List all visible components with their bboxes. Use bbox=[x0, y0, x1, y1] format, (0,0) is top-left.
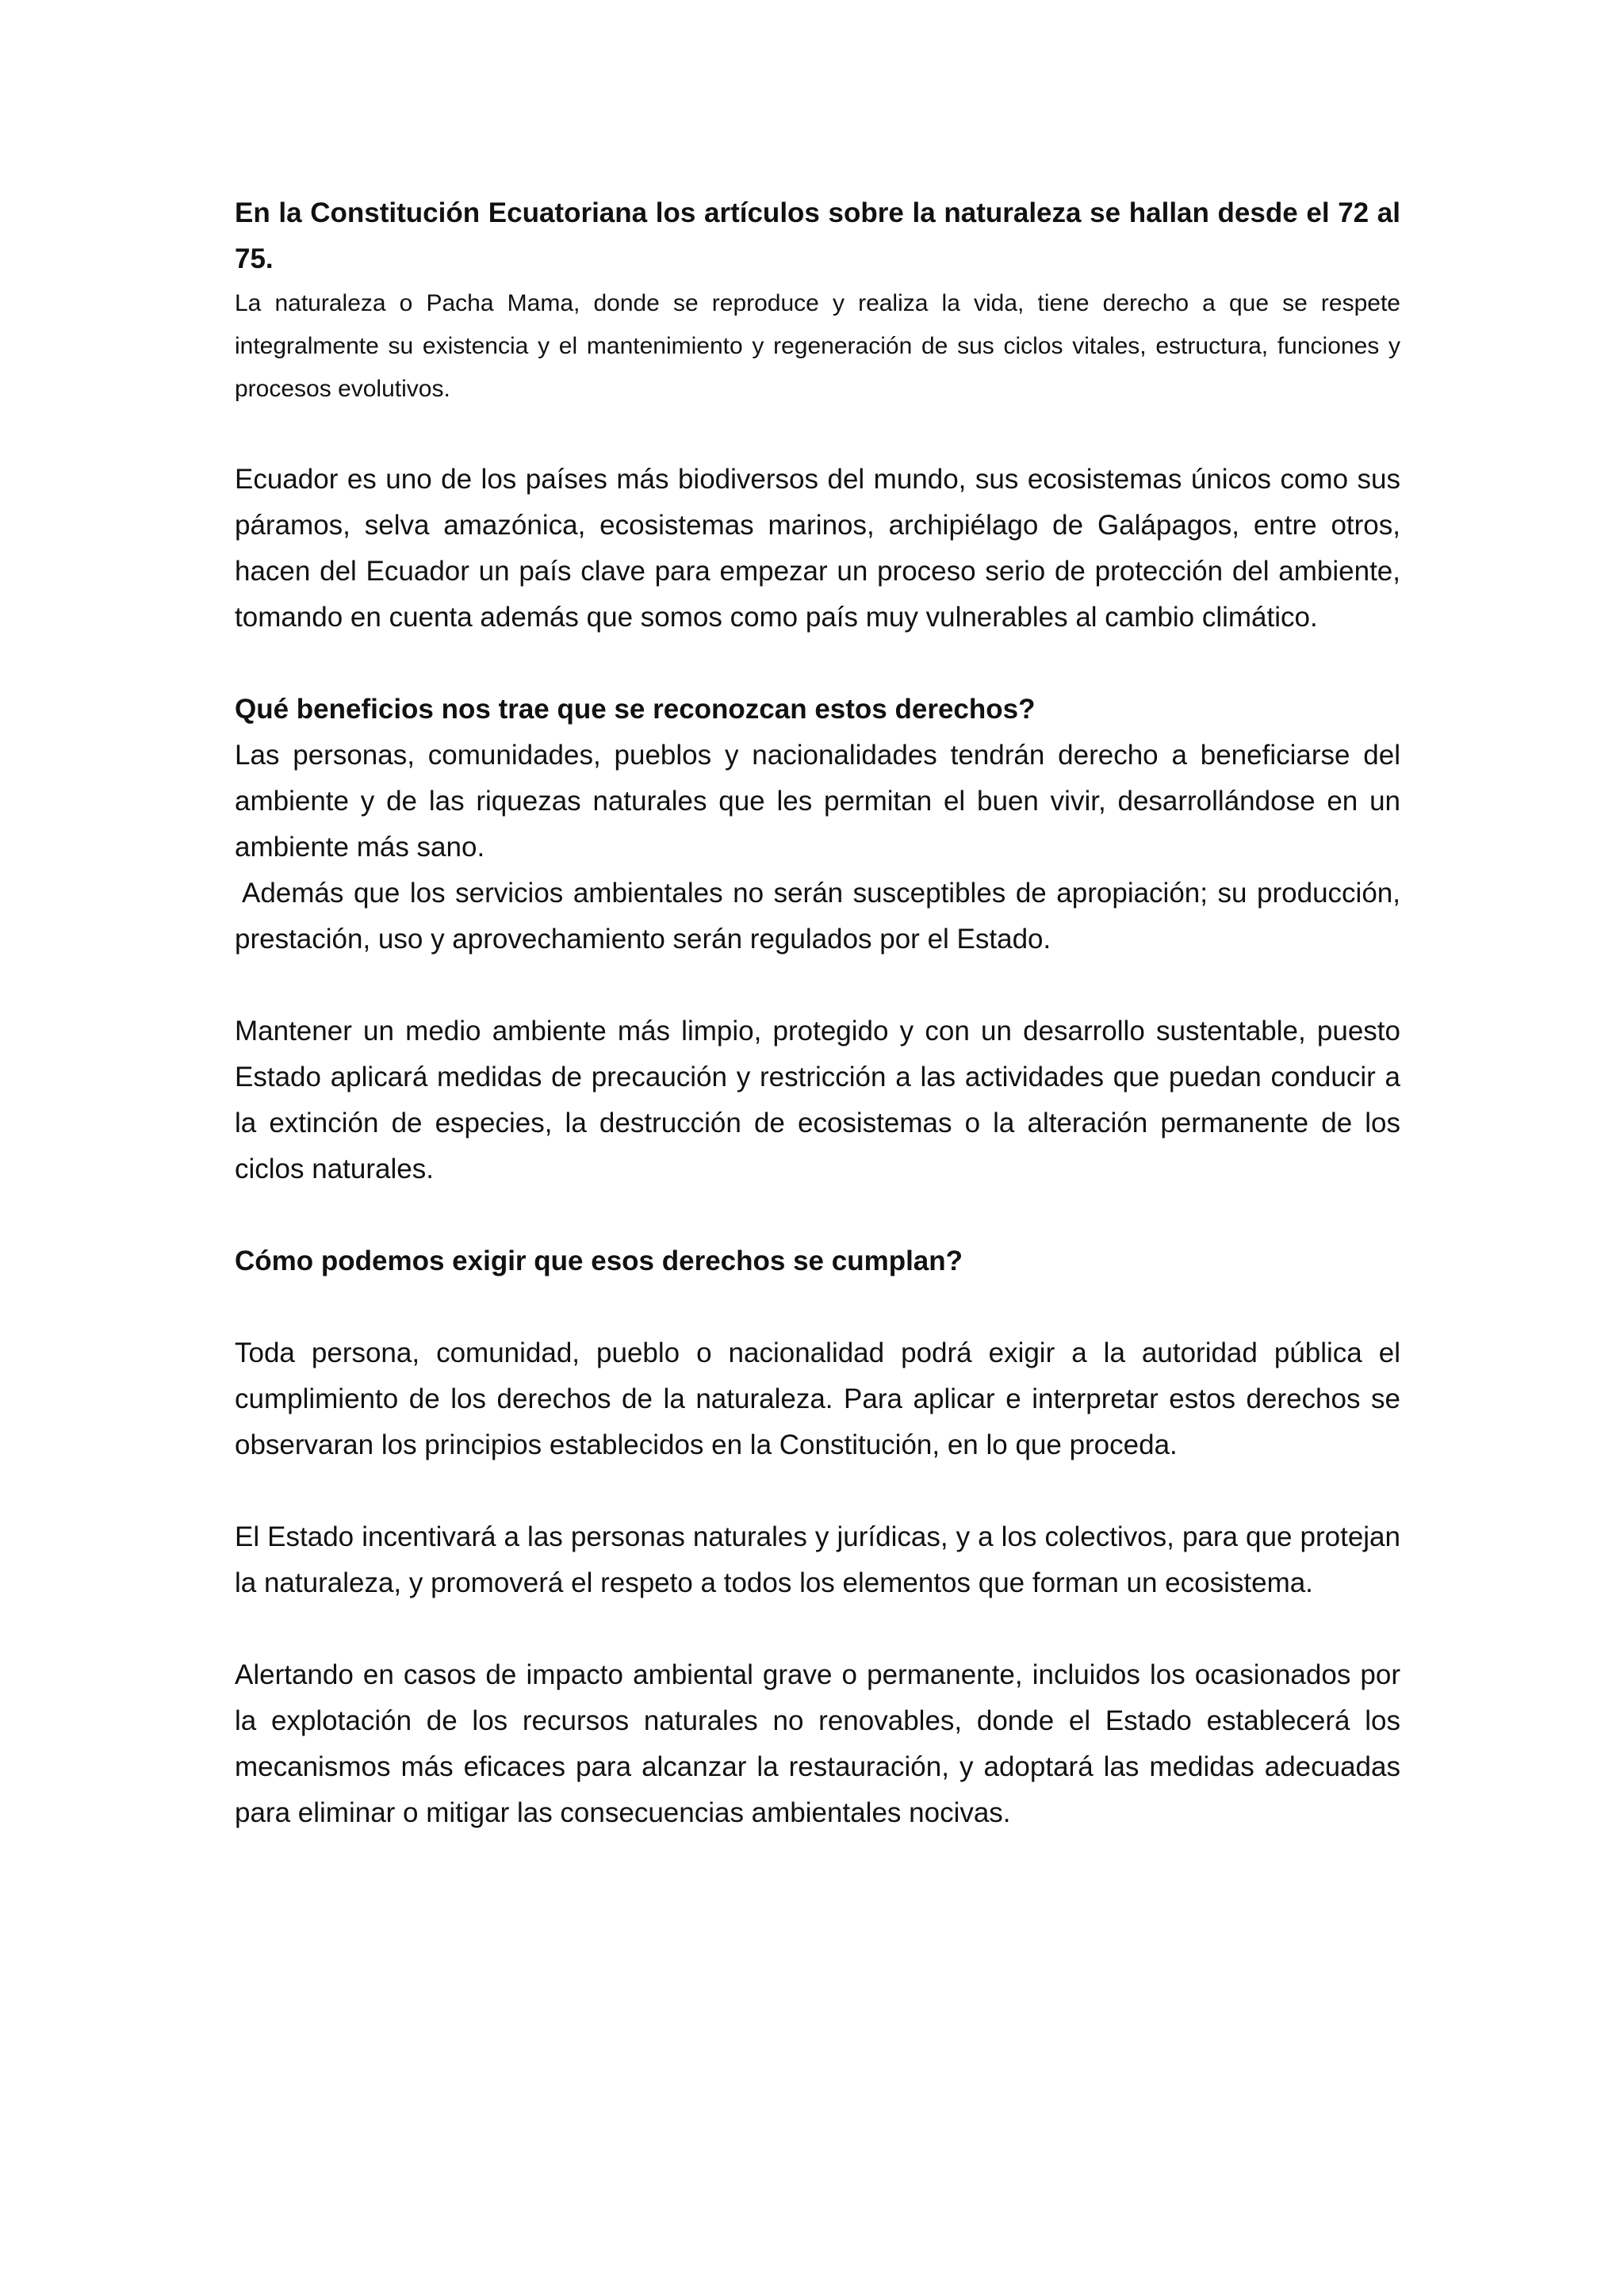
intro-pacha-mama: La naturaleza o Pacha Mama, donde se reproduce y realiza la vida, tiene derecho a que se respete integralmente su existencia y el mantenimiento y regeneración de sus ciclos vitales, estructura, funciones y procesos evolutivos. bbox=[235, 290, 1400, 402]
paragraph-clean-environment: Mantener un medio ambiente más limpio, protegido y con un desarrollo sustentable, puesto Estado aplicará medidas de precaución y restricción a las actividades que puedan conducir a la extinción de especies, la destrucción de ecosistemas o la alteración permanente de los ciclos naturales. bbox=[235, 1016, 1400, 1184]
paragraph-environmental-impact: Alertando en casos de impacto ambiental grave o permanente, incluidos los ocasionados por la explotación de los recursos naturales no renovables, donde el Estado establecerá los mecanismos más eficaces para alcanzar la restauración, y adoptará las medidas adecuadas para eliminar o mitigar las consecuencias ambientales nocivas. bbox=[235, 1659, 1400, 1828]
heading-constitution-articles: En la Constitución Ecuatoriana los artículos sobre la naturaleza se hallan desde el 72 al 75. bbox=[235, 197, 1400, 274]
paragraph-state-incentives: El Estado incentivará a las personas naturales y jurídicas, y a los colectivos, para que protejan la naturaleza, y promoverá el respeto a todos los elementos que forman un ecosistema. bbox=[235, 1521, 1400, 1598]
paragraph-environmental-services: Además que los servicios ambientales no serán susceptibles de apropiación; su producción, prestación, uso y aprovechamiento serán regulados por el Estado. bbox=[235, 878, 1400, 955]
heading-how-to-demand: Cómo podemos exigir que esos derechos se cumplan? bbox=[235, 1246, 963, 1276]
heading-benefits: Qué beneficios nos trae que se reconozcan estos derechos? bbox=[235, 694, 1036, 725]
document-body bbox=[235, 190, 1400, 1836]
paragraph-ecuador-biodiversity: Ecuador es uno de los países más biodiversos del mundo, sus ecosistemas únicos como sus páramos, selva amazónica, ecosistemas marinos, archipiélago de Galápagos, entre otros, hacen del Ecuador un país clave para empezar un proceso serio de protección del ambiente, tomando en cuenta además que somos como país muy vulnerables al cambio climático. bbox=[235, 464, 1400, 633]
paragraph-demand-rights: Toda persona, comunidad, pueblo o nacionalidad podrá exigir a la autoridad pública el cumplimiento de los derechos de la naturaleza. Para aplicar e interpretar estos derechos se observaran los principios establecidos en la Constitución, en lo que proceda. bbox=[235, 1337, 1400, 1460]
paragraph-rights-to-benefit: Las personas, comunidades, pueblos y nacionalidades tendrán derecho a beneficiarse del ambiente y de las riquezas naturales que les permitan el buen vivir, desarrollándose en un ambiente más sano. bbox=[235, 740, 1400, 863]
